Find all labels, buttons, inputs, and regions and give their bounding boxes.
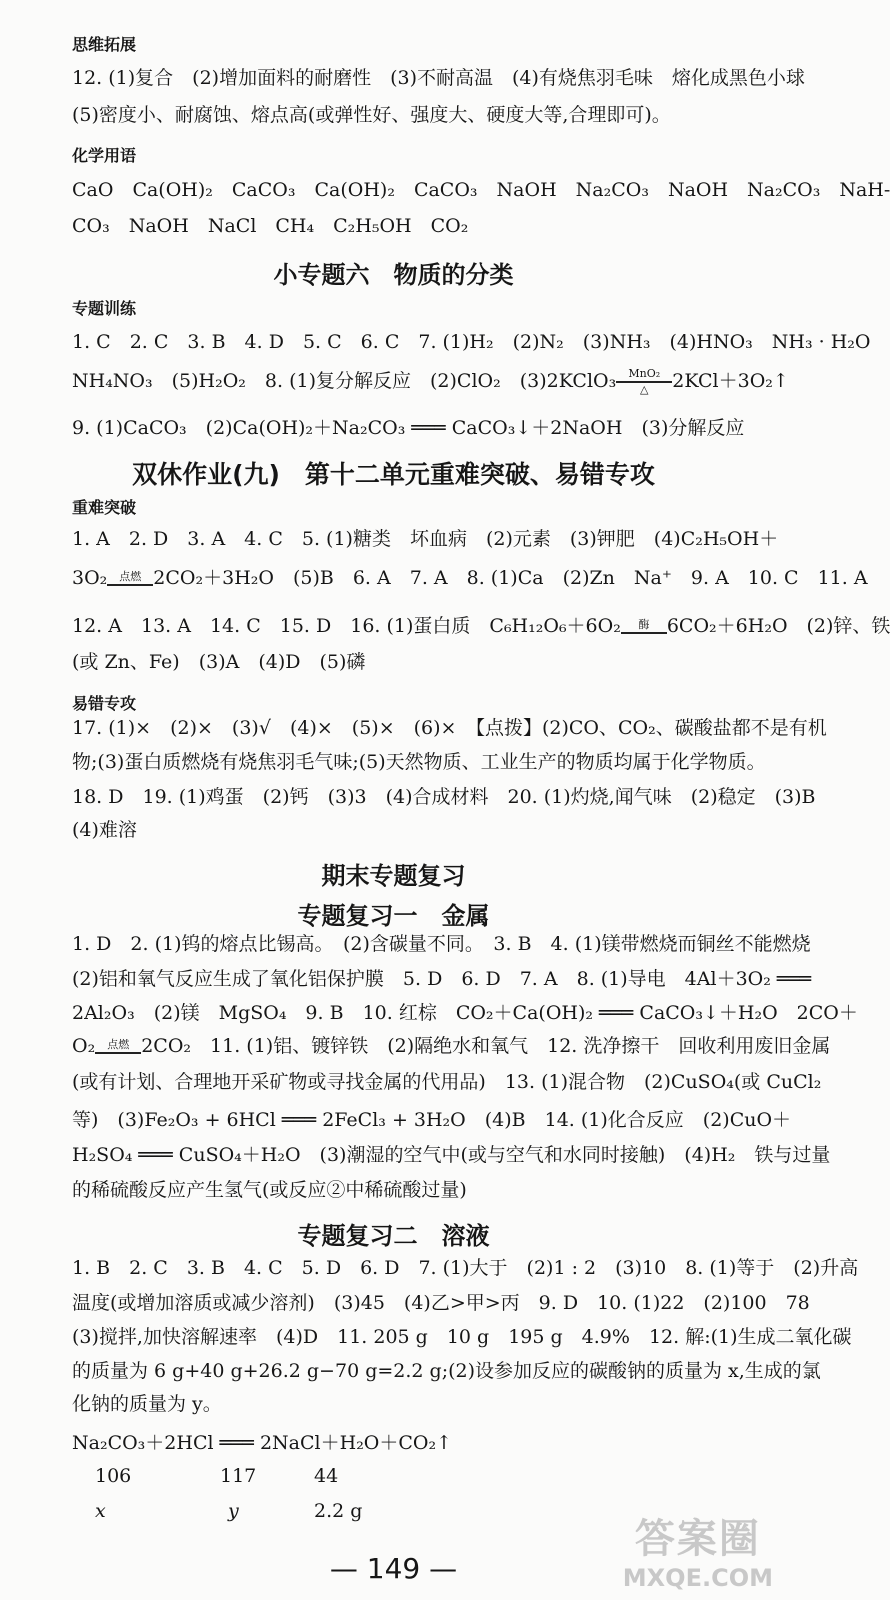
answer-line: 1. C 2. C 3. B 4. D 5. C 6. C 7. (1)H₂ (2)N₂ (3)NH₃ (4)HNO₃ NH₃ · H₂O [72,331,871,353]
answer-line: (4)难溶 [72,819,137,841]
answer-line: (或 Zn、Fe) (3)A (4)D (5)磷 [72,651,366,673]
section-heading-thinking: 思维拓展 [72,35,137,54]
reaction-condition: 酶 [621,619,667,635]
answer-line: 等) (3)Fe₂O₃ + 6HCl ═══ 2FeCl₃ + 3H₂O (4)B 14. (1)化合反应 (2)CuO＋ [72,1109,792,1131]
answer-line: (2)铝和氧气反应生成了氧化铝保护膜 5. D 6. D 7. A 8. (1)导电 4Al＋3O₂ ═══ [72,968,812,990]
answer-line: H₂SO₄ ═══ CuSO₄＋H₂O (3)潮湿的空气中(或与空气和水同时接触) (4)H₂ 铁与过量 [72,1144,831,1166]
answer-line: (或有计划、合理地开采矿物或寻找金属的代用品) 13. (1)混合物 (2)CuSO₄(或 CuCl₂ [72,1071,822,1093]
answer-line: (3)搅拌,加快溶解速率 (4)D 11. 205 g 10 g 195 g 4.9% 12. 解:(1)生成二氧化碳 [72,1326,852,1348]
answer-line: 1. A 2. D 3. A 4. C 5. (1)糖类 坏血病 (2)元素 (3)钾肥 (4)C₂H₅OH＋ [72,528,779,550]
reaction-condition: MnO₂ △ [616,368,672,396]
section-heading-key: 重难突破 [72,498,137,517]
ratio-value: 2.2 g [314,1500,363,1522]
topic-title: 小专题六 物质的分类 [273,261,514,289]
answer-line: 温度(或增加溶质或减少溶剂) (3)45 (4)乙>甲>丙 9. D 10. (1)22 (2)100 78 [72,1292,810,1314]
watermark-text: 答案圈 [634,1516,761,1562]
section-heading-errors: 易错专攻 [72,694,137,713]
answer-line: (5)密度小、耐腐蚀、熔点高(或弹性好、强度大、硬度大等,合理即可)。 [72,104,671,126]
ratio-value: 44 [314,1465,339,1487]
answer-line: 1. D 2. (1)钨的熔点比锡高。 (2)含碳量不同。 3. B 4. (1)镁带燃烧而铜丝不能燃烧 [72,933,811,955]
answer-line-equation: O₂ 点燃 2CO₂ 11. (1)铝、镀锌铁 (2)隔绝水和氧气 12. 洗净擦干 回收利用废旧金属 [72,1035,831,1057]
ratio-variable: y [228,1500,239,1522]
ratio-variable: x [95,1500,106,1522]
topic-title: 双休作业(九) 第十二单元重难突破、易错专攻 [132,460,655,489]
chapter-title: 期末专题复习 [321,862,466,890]
answer-line: CaO Ca(OH)₂ CaCO₃ Ca(OH)₂ CaCO₃ NaOH Na₂CO₃ NaOH Na₂CO₃ NaH- [72,179,890,201]
answer-line: 9. (1)CaCO₃ (2)Ca(OH)₂＋Na₂CO₃ ═══ CaCO₃↓＋2NaOH (3)分解反应 [72,417,745,439]
answer-line: 物;(3)蛋白质燃烧有烧焦羽毛气味;(5)天然物质、工业生产的物质均属于化学物质。 [72,751,766,773]
answer-line: 2Al₂O₃ (2)镁 MgSO₄ 9. B 10. 红棕 CO₂＋Ca(OH)₂ ═══ CaCO₃↓＋H₂O 2CO＋ [72,1002,858,1024]
answer-line: 的质量为 6 g+40 g+26.2 g−70 g=2.2 g;(2)设参加反应的碳酸钠的质量为 x,生成的氯 [72,1360,821,1382]
reaction-condition: 点燃 [95,1039,141,1055]
page-number: — 149 — [329,1552,458,1585]
answer-line: 17. (1)× (2)× (3)√ (4)× (5)× (6)× 【点拨】(2)CO、CO₂、碳酸盐都不是有机 [72,717,827,739]
answer-line: 12. (1)复合 (2)增加面料的耐磨性 (3)不耐高温 (4)有烧焦羽毛味 熔化成黑色小球 [72,67,805,89]
answer-line-equation: 12. A 13. A 14. C 15. D 16. (1)蛋白质 C₆H₁₂O₆＋6O₂ 酶 6CO₂＋6H₂O (2)锌、铁 [72,615,890,637]
answer-line: 18. D 19. (1)鸡蛋 (2)钙 (3)3 (4)合成材料 20. (1)灼烧,闻气味 (2)稳定 (3)B [72,786,816,808]
ratio-value: 117 [220,1465,257,1487]
ratio-value: 106 [95,1465,132,1487]
topic-title: 专题复习一 金属 [297,902,490,930]
answer-line: 1. B 2. C 3. B 4. C 5. D 6. D 7. (1)大于 (2)1 : 2 (3)10 8. (1)等于 (2)升高 [72,1257,859,1279]
answer-line: CO₃ NaOH NaCl CH₄ C₂H₅OH CO₂ [72,215,469,237]
answer-line-equation: NH₄NO₃ (5)H₂O₂ 8. (1)复分解反应 (2)ClO₂ (3)2KClO₃ MnO₂ △ 2KCl＋3O₂↑ [72,367,789,396]
reaction-condition: 点燃 [107,571,153,587]
answer-line: 的稀硫酸反应产生氢气(或反应②中稀硫酸过量) [72,1179,467,1201]
answer-line: 化钠的质量为 y。 [72,1393,222,1415]
answer-line-equation: 3O₂ 点燃 2CO₂＋3H₂O (5)B 6. A 7. A 8. (1)Ca (2)Zn Na⁺ 9. A 10. C 11. A [72,567,868,589]
watermark-url: MXQE.COM [622,1564,773,1592]
topic-title: 专题复习二 溶液 [297,1222,490,1250]
section-heading-chem-terms: 化学用语 [72,146,137,165]
watermark-logo [623,1507,773,1592]
section-heading-training: 专题训练 [72,299,137,318]
chemical-equation: Na₂CO₃＋2HCl ═══ 2NaCl＋H₂O＋CO₂↑ [72,1432,453,1454]
